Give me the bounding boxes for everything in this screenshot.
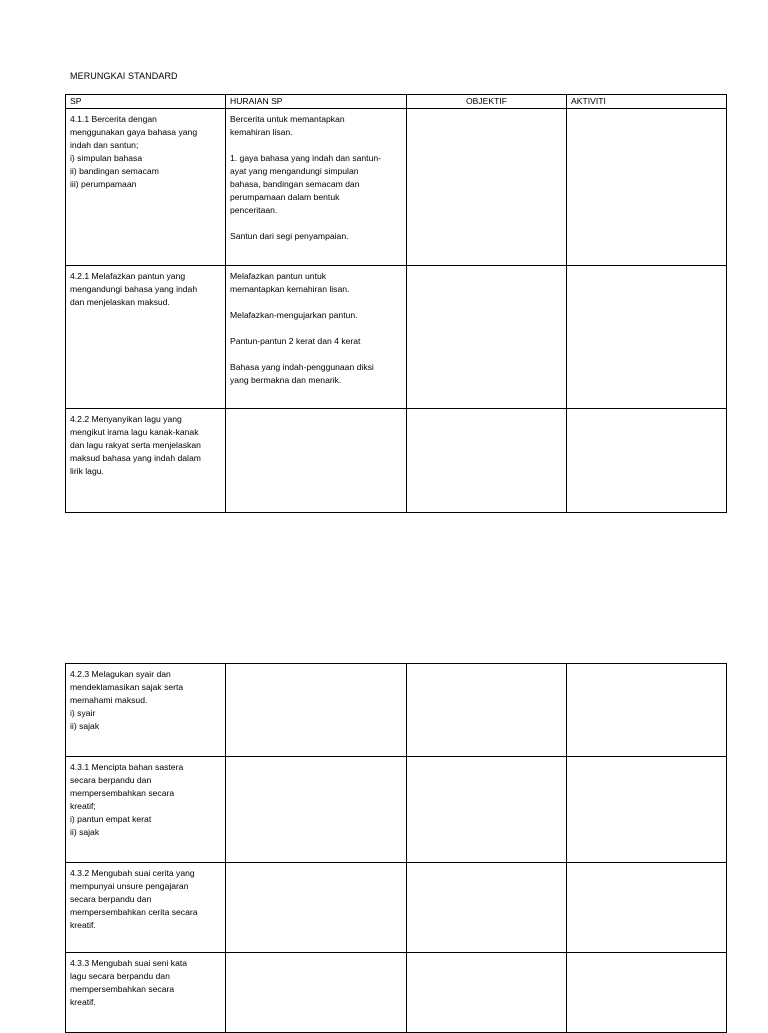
table-header-row — [66, 95, 727, 109]
col-header-aktiviti: AKTIVITI — [567, 95, 727, 109]
huraian-text: Bahasa yang indah-penggunaan diksi yang bermakna dan menarik. — [230, 362, 374, 385]
huraian-cell — [226, 266, 407, 409]
objektif-cell — [407, 266, 567, 409]
col-header-huraian: HURAIAN SP — [226, 95, 407, 109]
huraian-text: Melafazkan pantun untuk memantapkan kemahiran lisan. — [230, 271, 350, 294]
col-header-sp: SP — [66, 95, 226, 109]
objektif-cell — [407, 757, 567, 863]
huraian-text: 1. gaya bahasa yang indah dan santun- ayat yang mengandungi simpulan bahasa, bandingan semacam dan perumpamaan dalam bentuk penceritaan. — [230, 153, 381, 215]
aktiviti-cell — [567, 863, 727, 953]
aktiviti-cell — [567, 266, 727, 409]
table-row — [66, 863, 727, 953]
huraian-text: Bercerita untuk memantapkan kemahiran lisan. — [230, 114, 345, 137]
sp-cell: 4.1.1 Bercerita dengan menggunakan gaya bahasa yang indah dan santun; i) simpulan bahasa ii) bandingan semacam iii) perumpamaan — [70, 114, 198, 189]
objektif-cell — [407, 953, 567, 1033]
aktiviti-cell — [567, 409, 727, 513]
huraian-cell — [226, 109, 407, 266]
huraian-cell — [226, 409, 407, 513]
sp-cell: 4.2.3 Melagukan syair dan mendeklamasikan sajak serta memahami maksud. i) syair ii) sajak — [70, 669, 184, 731]
table-row — [66, 664, 727, 757]
sp-cell: 4.2.1 Melafazkan pantun yang mengandungi bahasa yang indah dan menjelaskan maksud. — [70, 271, 198, 307]
standards-table-continued — [65, 663, 727, 1033]
page-heading: MERUNGKAI STANDARD — [70, 71, 178, 81]
standards-table — [65, 94, 727, 513]
aktiviti-cell — [567, 757, 727, 863]
objektif-cell — [407, 109, 567, 266]
objektif-cell — [407, 664, 567, 757]
aktiviti-cell — [567, 953, 727, 1033]
huraian-text: Pantun-pantun 2 kerat dan 4 kerat — [230, 336, 361, 346]
sp-cell: 4.3.1 Mencipta bahan sastera secara berpandu dan mempersembahkan secara kreatif; i) pantun empat kerat ii) sajak — [70, 762, 184, 837]
huraian-cell — [226, 664, 407, 757]
huraian-cell — [226, 953, 407, 1033]
table-row — [66, 109, 727, 266]
table-row — [66, 266, 727, 409]
objektif-cell — [407, 409, 567, 513]
huraian-text: Melafazkan-mengujarkan pantun. — [230, 310, 358, 320]
table-row — [66, 953, 727, 1033]
table-row — [66, 409, 727, 513]
huraian-cell — [226, 863, 407, 953]
col-header-objektif: OBJEKTIF — [407, 95, 567, 109]
sp-cell: 4.3.3 Mengubah suai seni kata lagu secara berpandu dan mempersembahkan secara kreatif. — [70, 958, 188, 1007]
huraian-text: Santun dari segi penyampaian. — [230, 231, 349, 241]
table-row — [66, 757, 727, 863]
aktiviti-cell — [567, 664, 727, 757]
sp-cell: 4.2.2 Menyanyikan lagu yang mengikut irama lagu kanak-kanak dan lagu rakyat serta menjelaskan maksud bahasa yang indah dalam lirik lagu. — [70, 414, 201, 476]
objektif-cell — [407, 863, 567, 953]
huraian-cell — [226, 757, 407, 863]
aktiviti-cell — [567, 109, 727, 266]
sp-cell: 4.3.2 Mengubah suai cerita yang mempunyai unsure pengajaran secara berpandu dan mempersembahkan cerita secara kreatif. — [70, 868, 198, 930]
